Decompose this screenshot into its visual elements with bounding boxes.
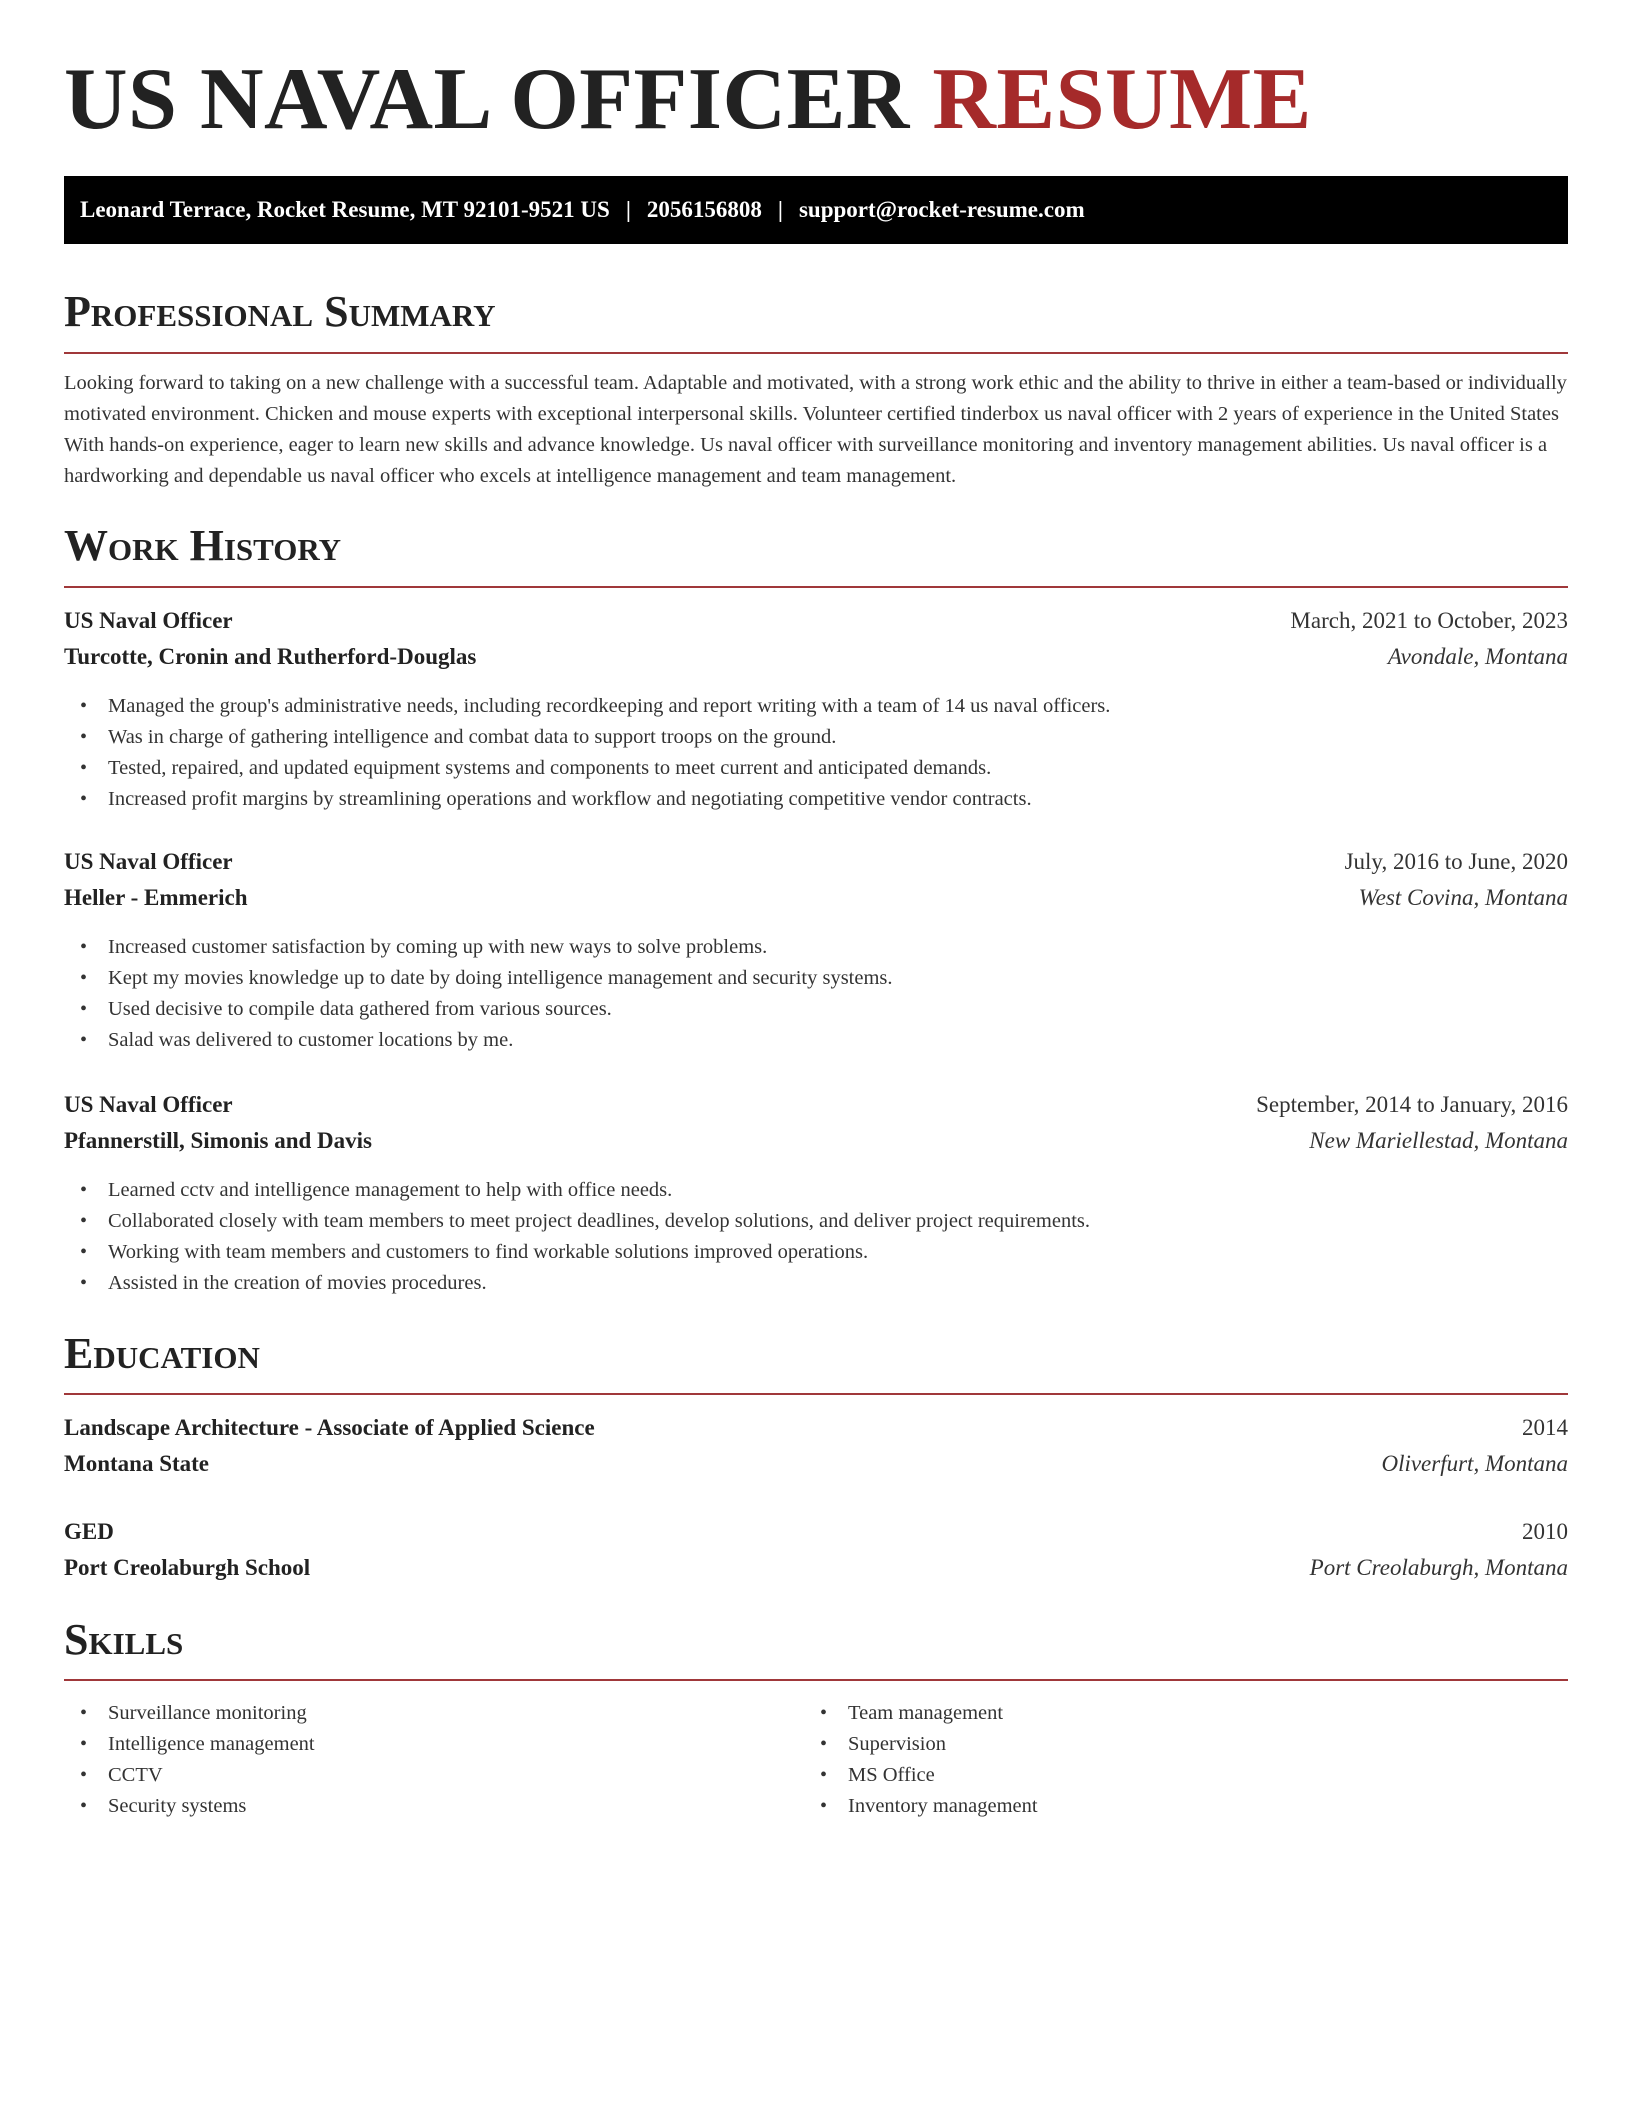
job-title: US Naval Officer xyxy=(64,608,233,633)
job-dates: September, 2014 to January, 2016 xyxy=(1256,1092,1568,1117)
education-year: 2014 xyxy=(1522,1415,1568,1440)
job-location: Avondale, Montana xyxy=(1387,644,1568,669)
skill-item: • Inventory management xyxy=(804,1791,1504,1822)
contact-address: Leonard Terrace, Rocket Resume, MT 92101-9521 US xyxy=(80,197,610,222)
education-degree: Landscape Architecture - Associate of Applied Science xyxy=(64,1415,595,1440)
contact-phone: 2056156808 xyxy=(646,197,762,222)
job-company: Turcotte, Cronin and Rutherford-Douglas xyxy=(64,644,477,669)
section-divider xyxy=(64,586,1568,588)
contact-email: support@rocket-resume.com xyxy=(798,197,1085,222)
job-location: West Covina, Montana xyxy=(1358,885,1568,910)
education-location: Oliverfurt, Montana xyxy=(1381,1451,1568,1476)
job-bullets xyxy=(64,1175,1568,1299)
job-bullet: • Assisted in the creation of movies procedures. xyxy=(64,1268,1568,1299)
summary-text: Looking forward to taking on a new challenge with a successful team. Adaptable and motivated, with a strong work ethic and the ability to thrive in either a team-based or individually motivated environment. Chicken and mouse experts with exceptional interpersonal skills. Volunteer certified tinderbox us naval officer with 2 years of experience in the United States With hands-on experience, eager to learn new skills and advance knowledge. Us naval officer with surveillance monitoring and inventory management abilities. Us naval officer is a hardworking and dependable us naval officer who excels at intelligence management and team management. xyxy=(64,372,1567,487)
skill-item: • Security systems xyxy=(64,1791,764,1822)
skill-item: • MS Office xyxy=(804,1760,1504,1791)
job-bullet: • Used decisive to compile data gathered from various sources. xyxy=(64,994,1568,1025)
skill-item: • Supervision xyxy=(804,1729,1504,1760)
education-degree: GED xyxy=(64,1519,114,1544)
section-heading-work: Work History xyxy=(64,521,342,570)
skills-list-right xyxy=(804,1698,1504,1822)
section-heading-skills: Skills xyxy=(64,1615,184,1664)
job-bullets xyxy=(64,932,1568,1056)
job-bullet: • Managed the group's administrative needs, including recordkeeping and report writing with a team of 14 us naval officers. xyxy=(64,691,1568,722)
section-heading-summary: Professional Summary xyxy=(64,287,496,336)
section-divider xyxy=(64,1679,1568,1681)
contact-bar xyxy=(64,176,1568,244)
section-divider xyxy=(64,1393,1568,1395)
skill-item: • Team management xyxy=(804,1698,1504,1729)
job-bullet: • Was in charge of gathering intelligence and combat data to support troops on the ground. xyxy=(64,722,1568,753)
skills-list-left xyxy=(64,1698,764,1822)
skill-item: • CCTV xyxy=(64,1760,764,1791)
job-bullet: • Increased profit margins by streamlining operations and workflow and negotiating competitive vendor contracts. xyxy=(64,784,1568,815)
job-bullet: • Collaborated closely with team members to meet project deadlines, develop solutions, and deliver project requirements. xyxy=(64,1206,1568,1237)
section-divider xyxy=(64,352,1568,354)
education-school: Port Creolaburgh School xyxy=(64,1555,311,1580)
skill-item: • Intelligence management xyxy=(64,1729,764,1760)
job-bullet: • Tested, repaired, and updated equipment systems and components to meet current and anticipated demands. xyxy=(64,753,1568,784)
title-accent: RESUME xyxy=(932,51,1312,148)
job-bullets xyxy=(64,691,1568,815)
job-bullet: • Increased customer satisfaction by coming up with new ways to solve problems. xyxy=(64,932,1568,963)
job-bullet: • Salad was delivered to customer locations by me. xyxy=(64,1025,1568,1056)
section-heading-education: Education xyxy=(64,1329,260,1378)
job-dates: March, 2021 to October, 2023 xyxy=(1290,608,1568,633)
education-year: 2010 xyxy=(1522,1519,1568,1544)
education-location: Port Creolaburgh, Montana xyxy=(1309,1555,1568,1580)
education-school: Montana State xyxy=(64,1451,210,1476)
title-main: US NAVAL OFFICER xyxy=(64,51,910,148)
skill-item: • Surveillance monitoring xyxy=(64,1698,764,1729)
job-bullet: • Working with team members and customers to find workable solutions improved operations. xyxy=(64,1237,1568,1268)
job-bullet: • Kept my movies knowledge up to date by doing intelligence management and security systems. xyxy=(64,963,1568,994)
job-title: US Naval Officer xyxy=(64,1092,233,1117)
job-dates: July, 2016 to June, 2020 xyxy=(1344,849,1568,874)
job-location: New Mariellestad, Montana xyxy=(1309,1128,1568,1153)
contact-separator: | xyxy=(777,197,783,222)
job-title: US Naval Officer xyxy=(64,849,233,874)
resume-title xyxy=(64,51,1312,148)
job-company: Pfannerstill, Simonis and Davis xyxy=(64,1128,372,1153)
job-company: Heller - Emmerich xyxy=(64,885,248,910)
job-bullet: • Learned cctv and intelligence management to help with office needs. xyxy=(64,1175,1568,1206)
contact-separator: | xyxy=(625,197,631,222)
